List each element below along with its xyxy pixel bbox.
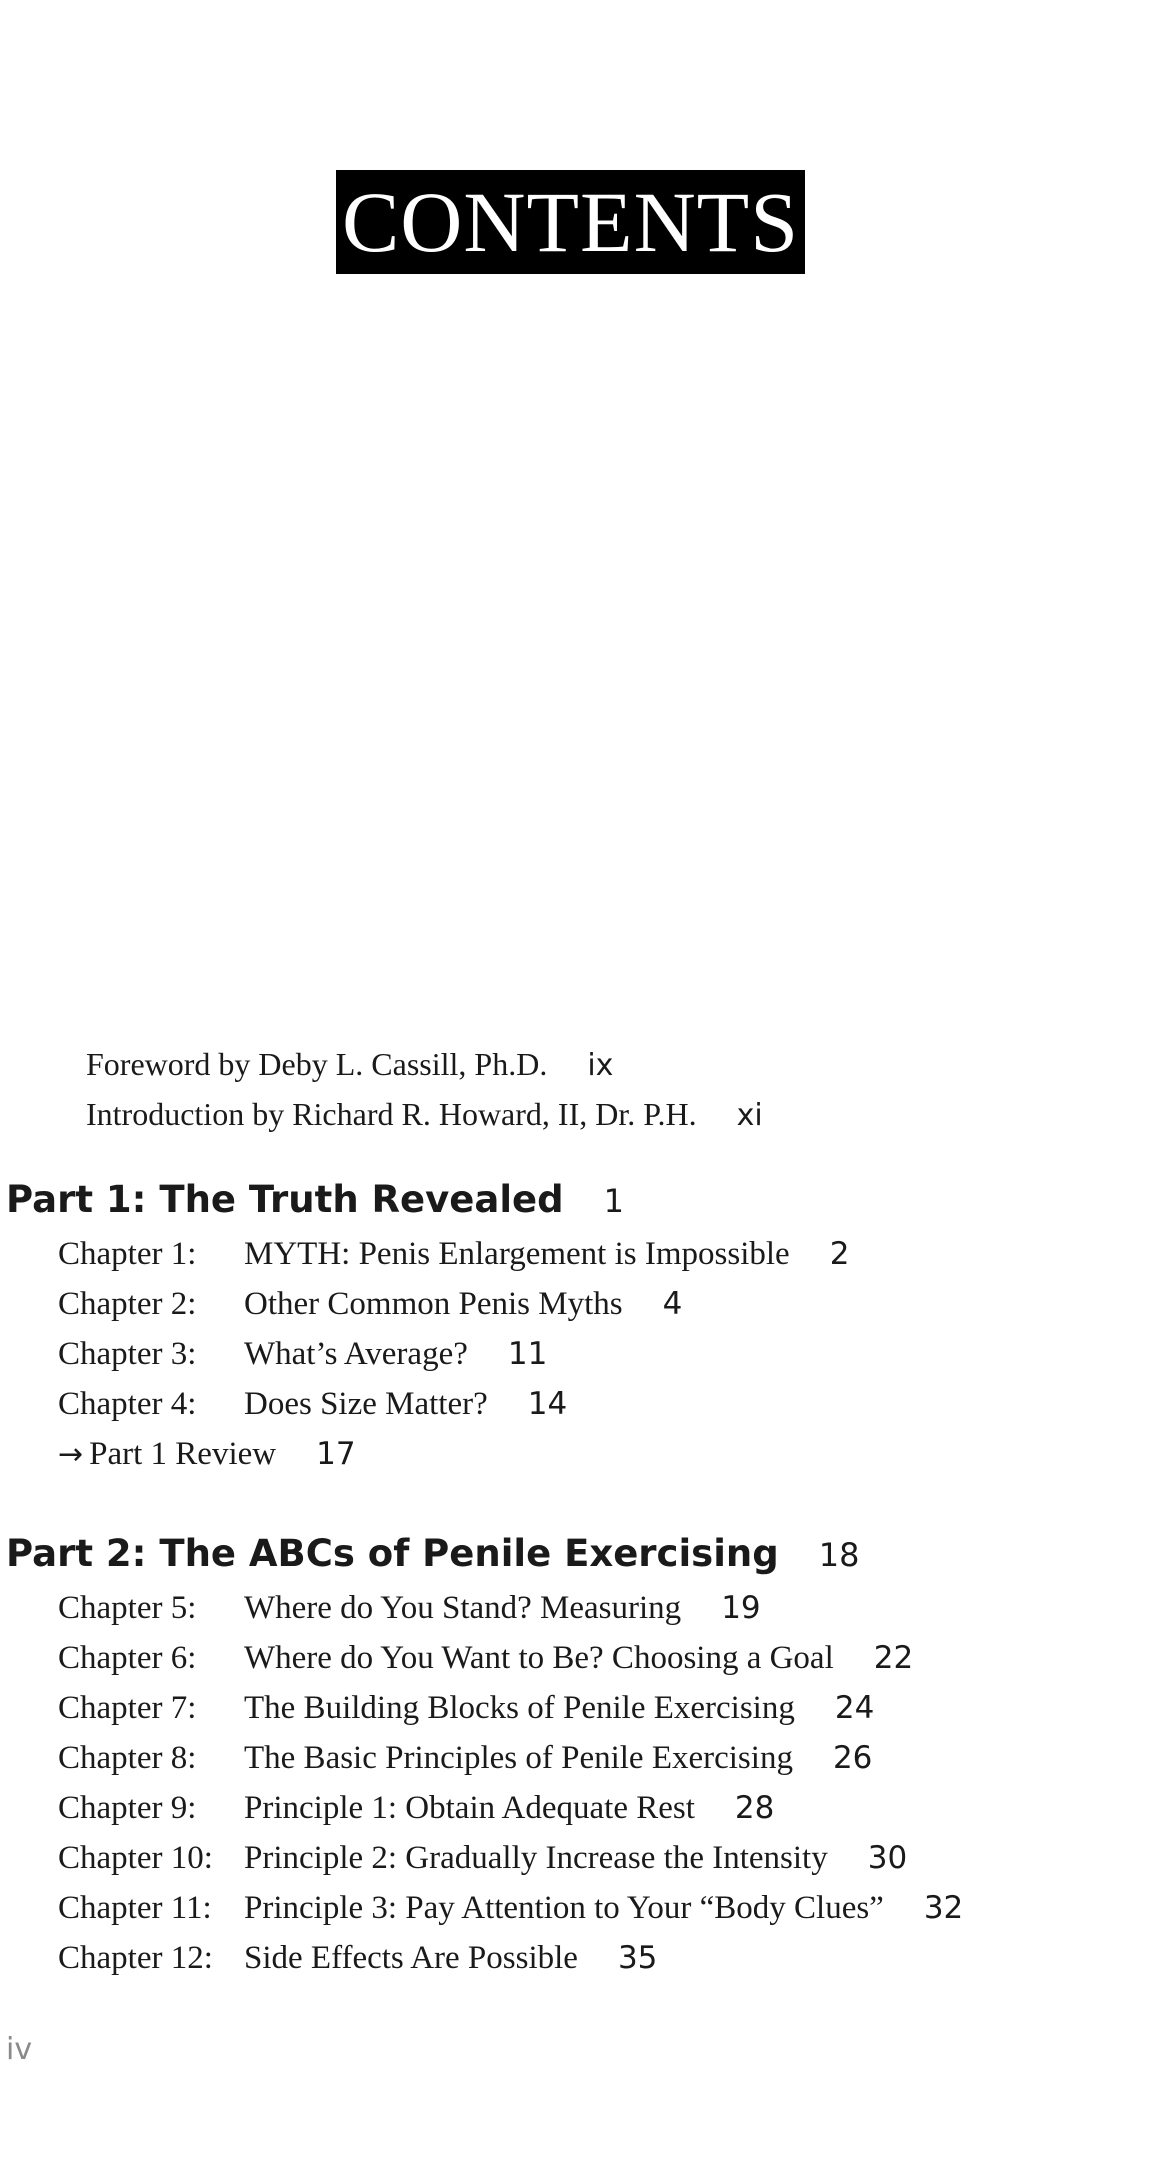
chapter-title: Side Effects Are Possible bbox=[244, 1940, 578, 1976]
part-1-review-entry bbox=[58, 1436, 356, 1473]
chapter-title: Principle 1: Obtain Adequate Rest bbox=[244, 1790, 695, 1826]
chapter-label: Chapter 4: bbox=[58, 1386, 197, 1422]
chapter-page: 30 bbox=[867, 1840, 908, 1876]
chapter-page: 19 bbox=[721, 1590, 761, 1626]
chapter-title: Principle 2: Gradually Increase the Intensity bbox=[244, 1840, 828, 1876]
part-page: 1 bbox=[603, 1182, 624, 1220]
part-title: Part 1: The Truth Revealed bbox=[6, 1178, 564, 1221]
chapter-title: MYTH: Penis Enlargement is Impossible bbox=[244, 1236, 790, 1272]
toc-entry bbox=[58, 1386, 567, 1423]
chapter-title: Where do You Want to Be? Choosing a Goal bbox=[244, 1640, 834, 1676]
toc-entry bbox=[58, 1336, 547, 1373]
toc-entry bbox=[58, 1690, 874, 1727]
chapter-page: 35 bbox=[617, 1940, 658, 1976]
chapter-page: 28 bbox=[734, 1790, 775, 1826]
chapter-page: 32 bbox=[923, 1890, 964, 1926]
toc-entry bbox=[58, 1940, 657, 1977]
toc-entry bbox=[58, 1286, 682, 1323]
chapter-label: Chapter 5: bbox=[58, 1590, 197, 1626]
toc-entry bbox=[58, 1236, 849, 1273]
toc-entry bbox=[58, 1740, 872, 1777]
front-matter-text: Introduction by Richard R. Howard, II, Dr. P.H. bbox=[86, 1096, 697, 1132]
chapter-label: Chapter 12: bbox=[58, 1940, 213, 1976]
chapter-label: Chapter 11: bbox=[58, 1890, 212, 1926]
review-page: 17 bbox=[316, 1436, 356, 1472]
toc-entry bbox=[58, 1640, 913, 1677]
chapter-label: Chapter 10: bbox=[58, 1840, 213, 1876]
chapter-title: The Building Blocks of Penile Exercising bbox=[244, 1690, 795, 1726]
chapter-label: Chapter 9: bbox=[58, 1790, 197, 1826]
chapter-title: Other Common Penis Myths bbox=[244, 1286, 623, 1322]
chapter-label: Chapter 8: bbox=[58, 1740, 197, 1776]
page-number: iv bbox=[6, 2032, 33, 2067]
chapter-title: Does Size Matter? bbox=[244, 1386, 488, 1422]
part-page: 18 bbox=[818, 1536, 860, 1574]
chapter-page: 14 bbox=[527, 1386, 568, 1422]
chapter-label: Chapter 1: bbox=[58, 1236, 197, 1272]
right-arrow-icon: → bbox=[58, 1437, 84, 1472]
page-title: CONTENTS bbox=[336, 170, 805, 274]
title-wrapper bbox=[0, 170, 1163, 274]
chapter-page: 4 bbox=[662, 1286, 683, 1322]
chapter-page: 22 bbox=[873, 1640, 914, 1676]
part-1-heading bbox=[6, 1178, 624, 1221]
chapter-title: What’s Average? bbox=[244, 1336, 468, 1372]
front-matter-page: ix bbox=[587, 1048, 614, 1083]
front-matter-text: Foreword by Deby L. Cassill, Ph.D. bbox=[86, 1046, 548, 1082]
chapter-label: Chapter 3: bbox=[58, 1336, 197, 1372]
chapter-page: 11 bbox=[507, 1336, 548, 1372]
chapter-label: Chapter 7: bbox=[58, 1690, 197, 1726]
front-matter-introduction bbox=[86, 1096, 763, 1133]
chapter-page: 2 bbox=[829, 1236, 850, 1272]
chapter-title: The Basic Principles of Penile Exercising bbox=[244, 1740, 793, 1776]
toc-entry bbox=[58, 1840, 907, 1877]
front-matter-foreword bbox=[86, 1046, 613, 1083]
chapter-title: Principle 3: Pay Attention to Your “Body Clues” bbox=[244, 1890, 884, 1926]
toc-entry bbox=[58, 1590, 761, 1627]
chapter-page: 26 bbox=[832, 1740, 873, 1776]
chapter-label: Chapter 2: bbox=[58, 1286, 197, 1322]
review-text: Part 1 Review bbox=[89, 1436, 277, 1472]
part-2-heading bbox=[6, 1532, 859, 1575]
chapter-page: 24 bbox=[834, 1690, 875, 1726]
part-title: Part 2: The ABCs of Penile Exercising bbox=[6, 1532, 779, 1575]
front-matter-page: xi bbox=[736, 1098, 763, 1133]
chapter-title: Where do You Stand? Measuring bbox=[244, 1590, 682, 1626]
toc-entry bbox=[58, 1890, 963, 1927]
toc-entry bbox=[58, 1790, 774, 1827]
chapter-label: Chapter 6: bbox=[58, 1640, 197, 1676]
